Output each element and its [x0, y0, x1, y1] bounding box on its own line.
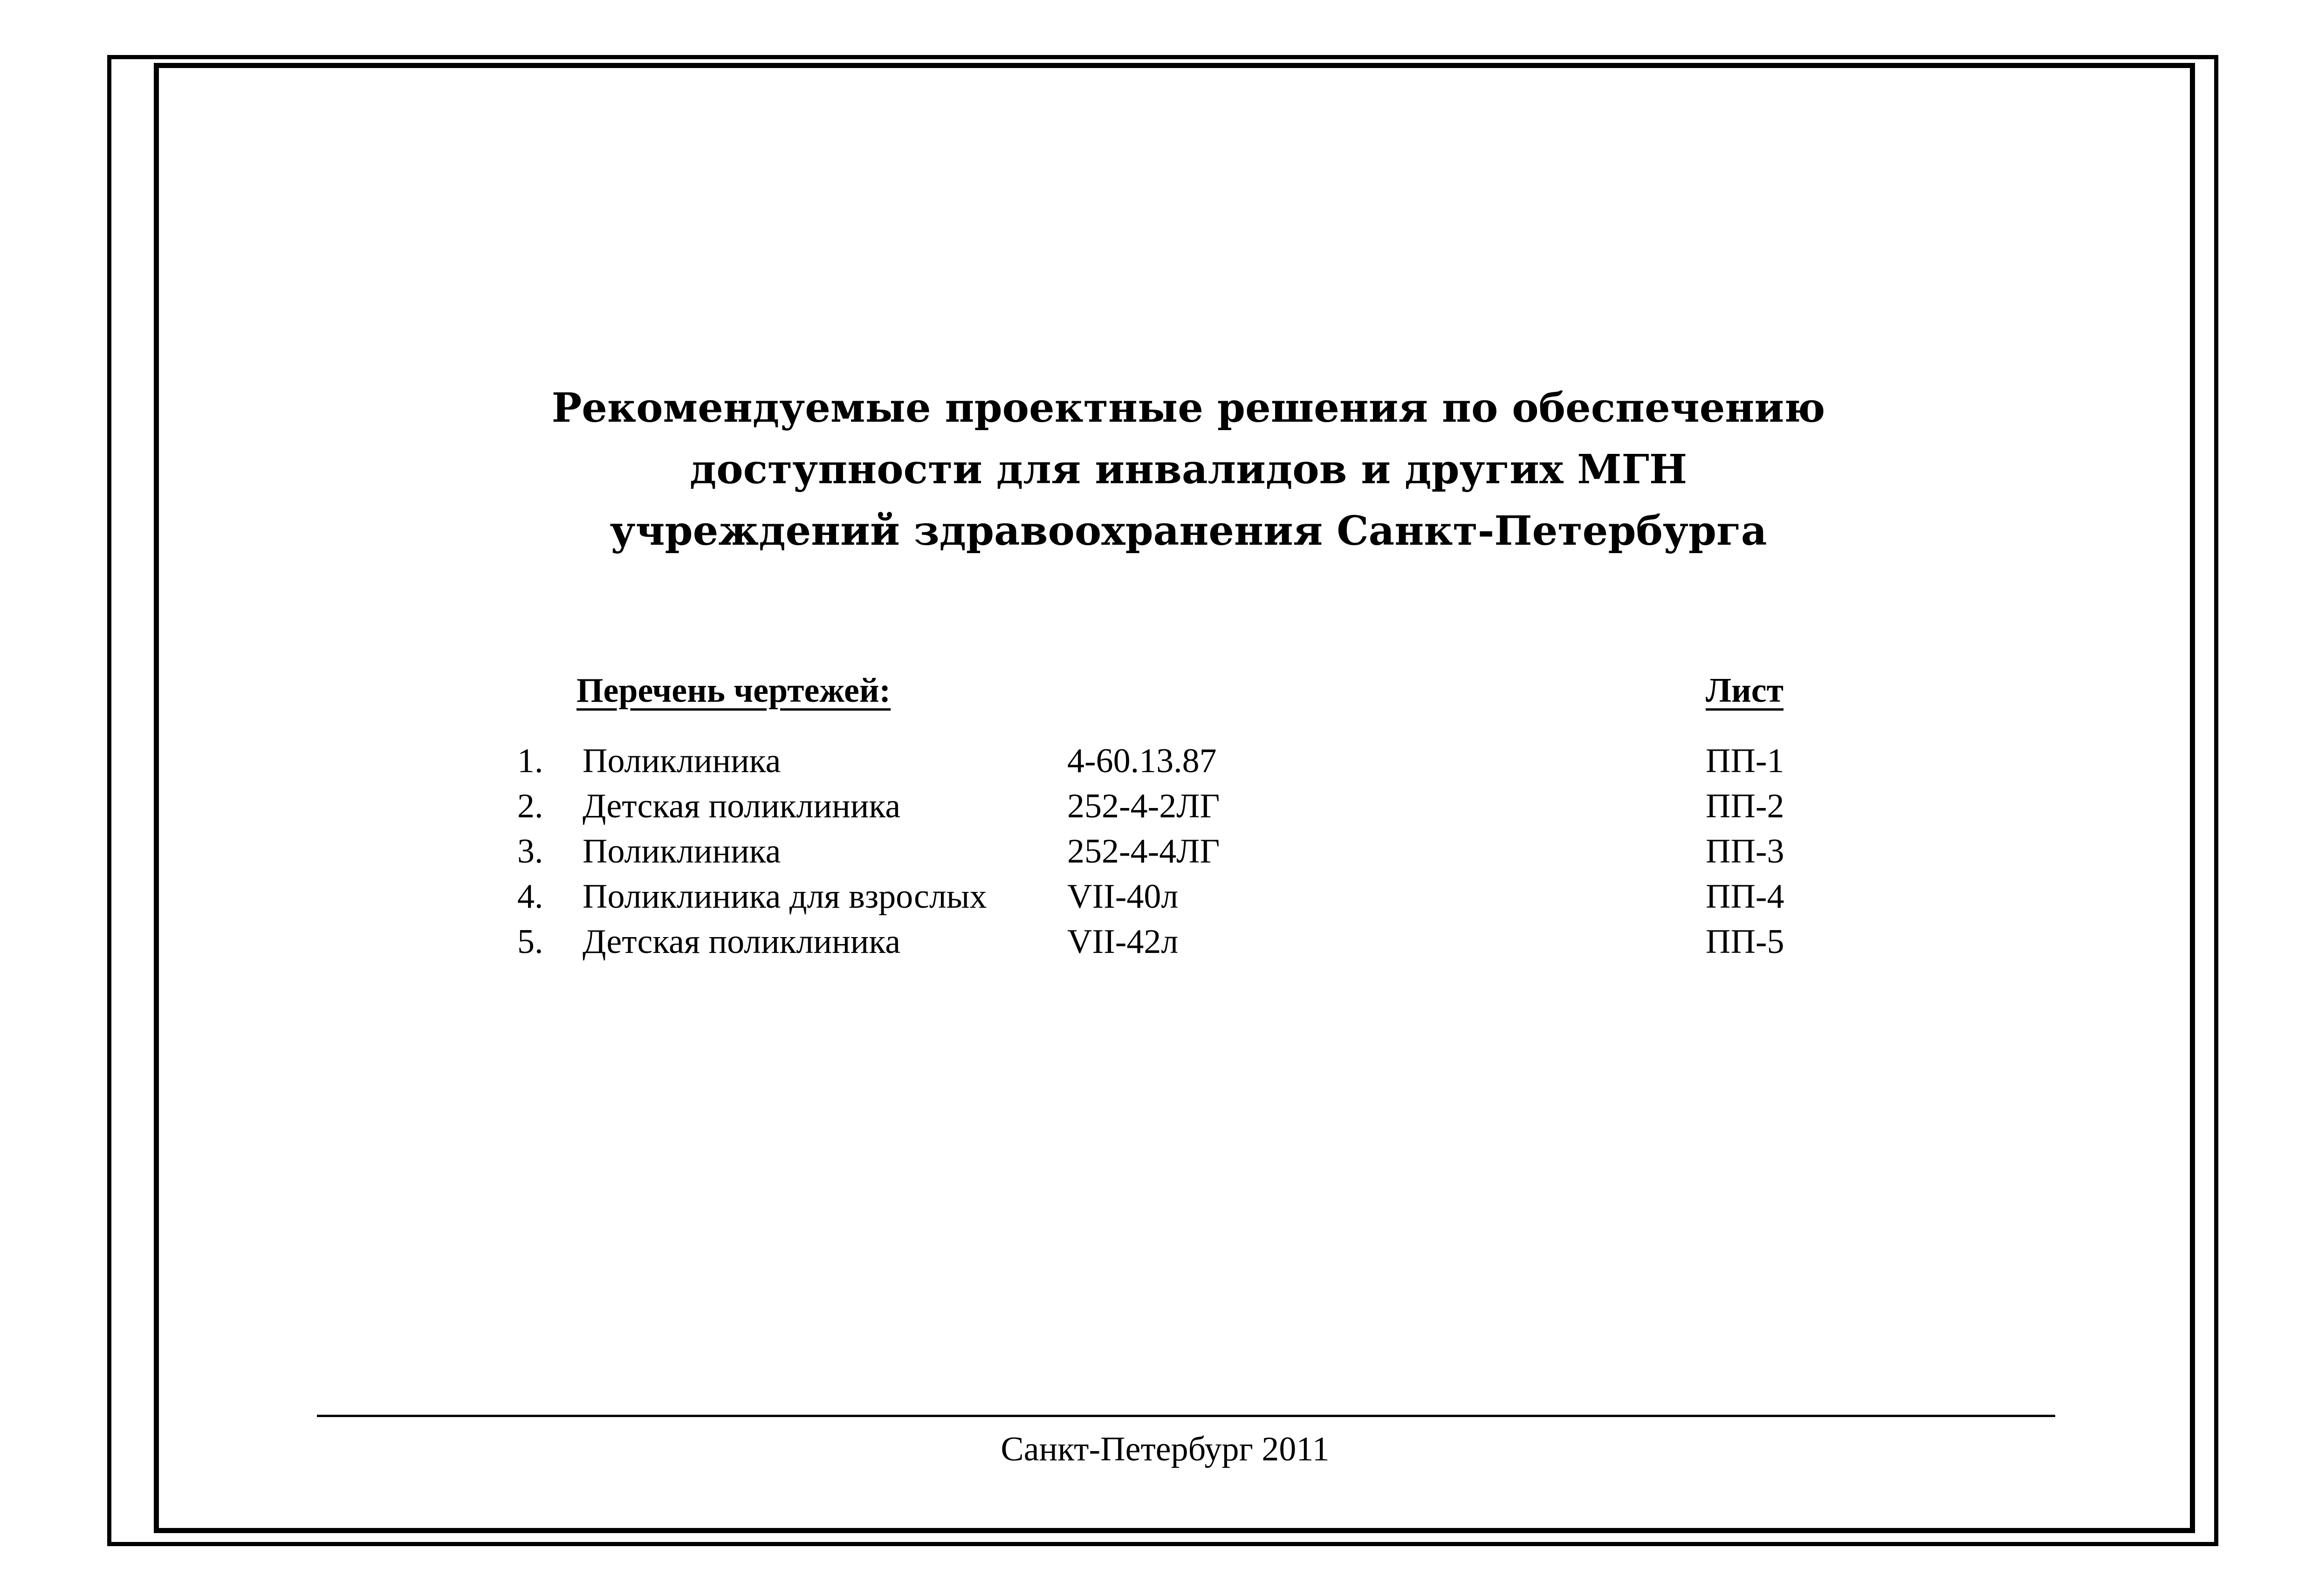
item-sheet: ПП-4 — [1706, 877, 1784, 916]
footer-city-year: Санкт-Петербург 2011 — [1001, 1430, 1330, 1468]
item-name: Детская поликлиника — [583, 923, 901, 961]
sheet-column-header: Лист — [1706, 671, 1784, 710]
list-item — [517, 829, 1822, 874]
list-item — [517, 919, 1822, 965]
title-line-3: учреждений здравоохранения Санкт-Петербурга — [610, 507, 1767, 555]
item-code: 252-4-4ЛГ — [1067, 832, 1220, 870]
item-sheet: ПП-5 — [1706, 923, 1784, 961]
item-number: 3. — [517, 832, 543, 870]
drawings-list-header: Перечень чертежей: — [576, 671, 891, 710]
item-name: Поликлиника — [583, 832, 781, 870]
footer-divider — [317, 1415, 2055, 1417]
list-item — [517, 784, 1822, 829]
item-sheet: ПП-3 — [1706, 832, 1784, 870]
item-name: Поликлиника для взрослых — [583, 877, 987, 916]
item-sheet: ПП-1 — [1706, 742, 1784, 780]
item-number: 1. — [517, 742, 543, 780]
item-number: 4. — [517, 877, 543, 916]
item-code: VII-40л — [1067, 877, 1179, 916]
item-name: Поликлиника — [583, 742, 781, 780]
document-title — [466, 377, 1911, 562]
list-item — [517, 739, 1822, 784]
title-line-2: доступности для инвалидов и других МГН — [689, 446, 1688, 493]
title-line-1: Рекомендуемые проектные решения по обеспечению — [551, 384, 1825, 432]
item-number: 2. — [517, 787, 543, 825]
list-item — [517, 874, 1822, 919]
item-sheet: ПП-2 — [1706, 787, 1784, 825]
item-name: Детская поликлиника — [583, 787, 901, 825]
drawings-list — [517, 739, 1822, 965]
item-number: 5. — [517, 923, 543, 961]
item-code: 252-4-2ЛГ — [1067, 787, 1220, 825]
item-code: 4-60.13.87 — [1067, 742, 1217, 780]
item-code: VII-42л — [1067, 923, 1179, 961]
